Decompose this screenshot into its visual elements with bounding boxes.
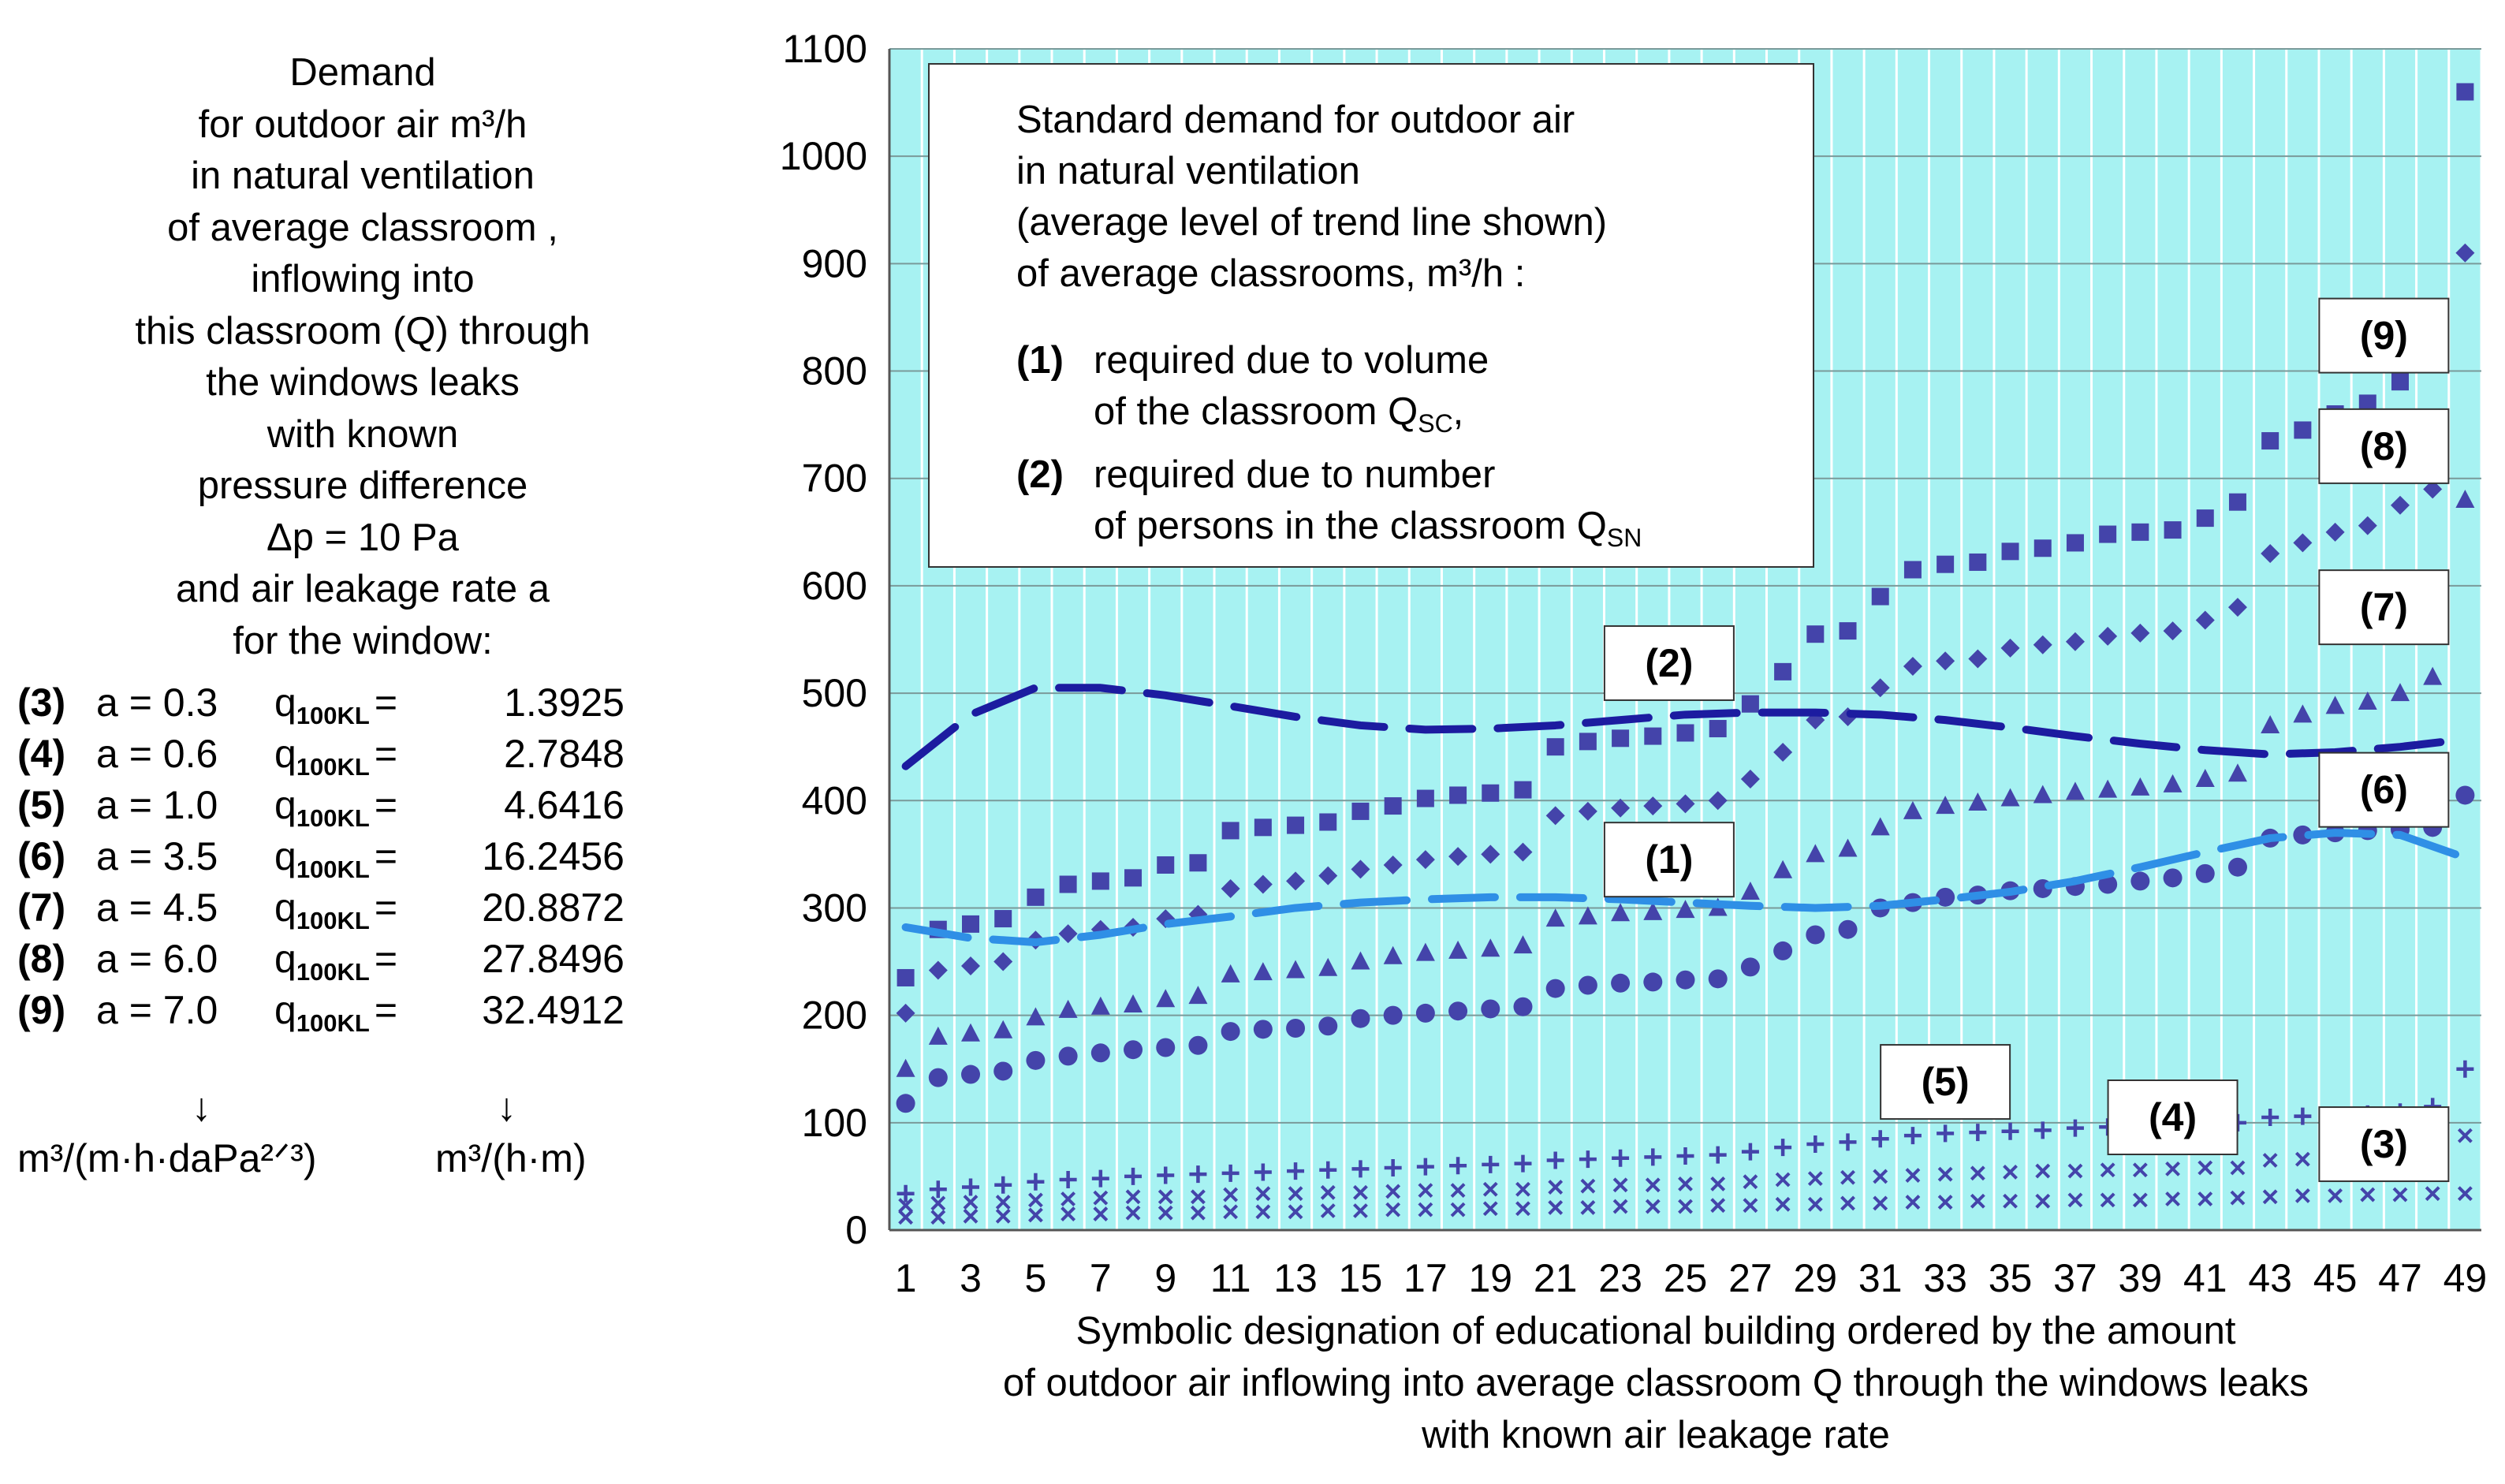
marker-square [1547,738,1564,755]
marker-circle [1188,1036,1207,1055]
marker-square [1709,720,1727,737]
demand-line: Δp = 10 Pa [267,516,459,559]
demand-line: for the window: [233,619,493,662]
legend-id: (3) [17,680,66,725]
x-tick-label: 21 [1533,1256,1578,1300]
marker-square [2294,421,2311,438]
x-tick-label: 13 [1273,1256,1318,1300]
marker-circle [1156,1038,1175,1057]
marker-circle [2130,871,2149,890]
unit-a: m³/(m·h·daPa²ᐟ³) [17,1136,317,1180]
q-letter: q [274,834,296,878]
x-tick-label: 9 [1154,1256,1177,1300]
q-subscript: 100KL [296,907,370,934]
legend-a-value: a = 4.5 [96,886,218,930]
x-tick-label: 25 [1663,1256,1708,1300]
demand-line: with known [267,412,459,456]
item-1-sub: SC [1418,409,1453,438]
legend-q-value: 27.8496 [482,937,624,981]
marker-square [1904,561,1922,578]
marker-square [1287,817,1304,834]
q-letter: q [274,937,296,981]
marker-square [1969,554,1986,571]
q-subscript: 100KL [296,856,370,883]
marker-square [1092,872,1109,889]
demand-line: and air leakage rate a [176,568,550,610]
legend-id: (9) [17,988,66,1032]
legend-q-value: 32.4912 [482,988,624,1032]
marker-circle [1643,972,1662,991]
demand-line: pressure difference [197,464,528,507]
marker-circle [1026,1051,1045,1070]
annotation-item-1 [1016,335,1813,386]
annotation-line: in natural ventilation [1016,150,1360,192]
q-letter: q [274,732,296,776]
marker-circle [1059,1046,1078,1065]
legend-id: (8) [17,937,66,981]
marker-circle [1709,969,1728,988]
marker-square [2131,524,2149,541]
marker-circle [1481,999,1500,1018]
legend-q-value: 16.2456 [482,834,624,878]
marker-circle [2164,868,2183,887]
marker-square [1254,818,1272,836]
label-box-text: (1) [1645,837,1694,882]
marker-circle [1384,1006,1403,1025]
y-tick-label: 800 [801,349,867,393]
x-tick-label: 35 [1988,1256,2033,1300]
demand-line: of average classroom , [167,206,558,249]
q-subscript: 100KL [296,958,370,986]
marker-square [1222,822,1239,839]
label-box-text: (9) [2359,313,2408,358]
marker-square [1514,781,1531,799]
demand-line: inflowing into [251,258,475,300]
marker-square [2261,432,2279,449]
marker-circle [1221,1022,1240,1041]
item-2-text-b: of persons in the classroom Q [1094,505,1607,547]
marker-square [2456,83,2473,100]
unit-q: m³/(h·m) [435,1136,587,1180]
annotation-line: Standard demand for outdoor air [1016,99,1575,141]
arrow-a: ↓ [192,1085,211,1129]
marker-circle [1513,997,1532,1016]
marker-circle [1318,1016,1337,1035]
legend-a-value: a = 0.6 [96,732,218,776]
legend-id: (6) [17,834,66,878]
x-tick-label: 7 [1089,1256,1112,1300]
legend-a-value: a = 1.0 [96,783,218,827]
marker-square [994,910,1012,927]
marker-square [1677,724,1694,741]
marker-circle [2196,864,2215,883]
x-tick-label: 19 [1468,1256,1513,1300]
demand-line: this classroom (Q) through [135,309,591,352]
marker-circle [1676,971,1695,990]
q-subscript: 100KL [296,1009,370,1037]
marker-square [2197,509,2214,527]
legend-id: (5) [17,783,66,827]
item-1-tail: , [1452,390,1464,433]
y-tick-label: 1000 [779,134,867,179]
marker-square [1937,556,1954,573]
y-tick-label: 100 [801,1100,867,1145]
x-tick-label: 3 [960,1256,982,1300]
q-subscript: 100KL [296,753,370,781]
q-subscript: 100KL [296,804,370,832]
marker-circle [2455,785,2474,804]
series-label-box [1605,822,1734,897]
marker-square [1189,854,1206,871]
marker-square [1417,790,1434,807]
annotation-item-2 [1016,449,1813,501]
marker-circle [993,1061,1012,1080]
marker-square [2391,373,2409,390]
x-tick-label: 45 [2313,1256,2358,1300]
marker-circle [1448,1001,1467,1020]
marker-square [1644,728,1661,745]
annotation-gap [1016,300,1813,335]
item-1-text-b: of the classroom Q [1094,390,1418,433]
legend-a-value: a = 7.0 [96,988,218,1032]
marker-square [1319,814,1336,831]
annotation-item-2b [1016,501,1813,564]
y-tick-label: 600 [801,563,867,608]
x-label-line: of outdoor air inflowing into average classroom Q through the windows leaks [1003,1362,2309,1404]
x-axis-label [804,1305,2505,1461]
annotation-box [928,63,1814,568]
marker-circle [1773,941,1792,960]
legend-a-value: a = 6.0 [96,937,218,981]
label-box-text: (6) [2359,767,2408,812]
series-label-box [2319,753,2448,827]
marker-circle [1741,957,1760,976]
x-tick-label: 33 [1923,1256,1967,1300]
marker-square [962,915,979,933]
q-equals: = [374,783,398,827]
marker-circle [1806,926,1825,945]
marker-square [1806,625,1824,643]
marker-circle [929,1068,948,1087]
marker-square [1742,695,1759,713]
q-equals: = [374,886,398,930]
q-equals: = [374,732,398,776]
label-box-text: (3) [2359,1122,2408,1167]
x-tick-label: 29 [1793,1256,1838,1300]
x-ticks [895,1256,2488,1300]
marker-square [2002,543,2019,560]
marker-circle [2228,858,2247,877]
x-tick-label: 27 [1728,1256,1773,1300]
marker-circle [897,1094,915,1113]
item-1-text: required due to volume [1094,339,1489,382]
q-subscript: 100KL [296,702,370,729]
legend-a-value: a = 3.5 [96,834,218,878]
x-tick-label: 23 [1598,1256,1642,1300]
x-tick-label: 17 [1403,1256,1448,1300]
series-label-box [2108,1080,2238,1154]
y-tick-label: 500 [801,671,867,716]
series-label-box [1605,626,1734,700]
marker-circle [1351,1009,1370,1028]
marker-circle [961,1065,980,1084]
x-tick-label: 31 [1858,1256,1903,1300]
x-tick-label: 5 [1024,1256,1047,1300]
marker-square [1612,729,1629,747]
marker-square [897,969,915,986]
q-letter: q [274,783,296,827]
q-letter: q [274,680,296,725]
marker-circle [1416,1004,1435,1023]
marker-square [2099,526,2116,543]
marker-circle [1936,888,1955,907]
item-1-id: (1) [1016,339,1064,382]
marker-square [1774,663,1791,680]
legend-q-value: 4.6416 [504,783,624,827]
label-box-text: (8) [2359,423,2408,468]
demand-line: the windows leaks [206,361,520,404]
marker-square [1840,622,1857,639]
y-tick-label: 1100 [782,27,867,71]
y-tick-label: 700 [801,456,867,501]
marker-circle [1546,979,1565,998]
marker-square [2034,539,2052,557]
q-equals: = [374,680,398,725]
series-label-box [2319,1107,2448,1181]
marker-square [1027,889,1044,906]
marker-square [1872,588,1889,606]
q-equals: = [374,834,398,878]
marker-square [2164,521,2182,539]
marker-square [1124,869,1142,886]
q-letter: q [274,988,296,1032]
legend-q-value: 1.3925 [504,680,624,725]
y-tick-label: 0 [845,1208,867,1252]
demand-line: for outdoor air m³/h [198,103,527,146]
marker-square [1482,785,1499,802]
demand-line: Demand [289,51,436,94]
legend-q-value: 20.8872 [482,886,624,930]
marker-square [1579,733,1597,750]
marker-circle [1839,920,1858,939]
legend-a-value: a = 0.3 [96,680,218,725]
marker-square [1385,797,1402,815]
x-tick-label: 43 [2248,1256,2292,1300]
marker-square [2067,534,2084,551]
annotation-line: of average classrooms, m³/h : [1016,252,1526,295]
marker-square [1060,875,1077,893]
y-tick-label: 300 [801,886,867,930]
marker-square [1449,786,1467,804]
marker-circle [1286,1019,1305,1038]
q-equals: = [374,988,398,1032]
x-label-line: with known air leakage rate [1422,1414,1890,1456]
q-equals: = [374,937,398,981]
annotation-item-1b [1016,386,1813,449]
x-tick-label: 41 [2183,1256,2227,1300]
label-box-text: (7) [2359,585,2408,630]
x-tick-label: 1 [894,1256,917,1300]
marker-square [1351,803,1369,820]
item-2-text: required due to number [1094,453,1496,496]
legend-q-value: 2.7848 [504,732,624,776]
q-letter: q [274,886,296,930]
x-tick-label: 37 [2053,1256,2097,1300]
y-tick-label: 400 [801,778,867,823]
marker-square [1157,856,1174,874]
label-box-text: (5) [1921,1060,1970,1105]
marker-circle [1579,976,1597,995]
legend-id: (4) [17,732,66,776]
series-label-box [1881,1045,2010,1119]
arrow-q: ↓ [497,1085,516,1129]
marker-circle [1124,1040,1143,1059]
series-label-box [2319,299,2448,373]
y-ticks [780,27,867,1252]
marker-square [2229,494,2246,511]
label-box-text: (2) [1645,640,1694,685]
x-tick-label: 47 [2378,1256,2422,1300]
item-2-id: (2) [1016,453,1064,496]
y-tick-label: 200 [801,993,867,1038]
x-label-line: Symbolic designation of educational building ordered by the amount [1075,1310,2236,1352]
item-2-sub: SN [1606,524,1642,552]
y-tick-label: 900 [801,241,867,286]
series-label-box [2319,570,2448,644]
series-label-box [2319,409,2448,483]
demand-line: in natural ventilation [191,155,535,197]
marker-circle [1091,1043,1110,1062]
x-tick-label: 49 [2443,1256,2488,1300]
label-box-text: (4) [2149,1095,2197,1140]
annotation-line: (average level of trend line shown) [1016,201,1608,244]
x-tick-label: 11 [1210,1256,1251,1300]
marker-circle [1611,974,1630,993]
x-tick-label: 39 [2118,1256,2163,1300]
x-tick-label: 15 [1338,1256,1383,1300]
marker-circle [1254,1020,1273,1038]
legend-id: (7) [17,886,66,930]
